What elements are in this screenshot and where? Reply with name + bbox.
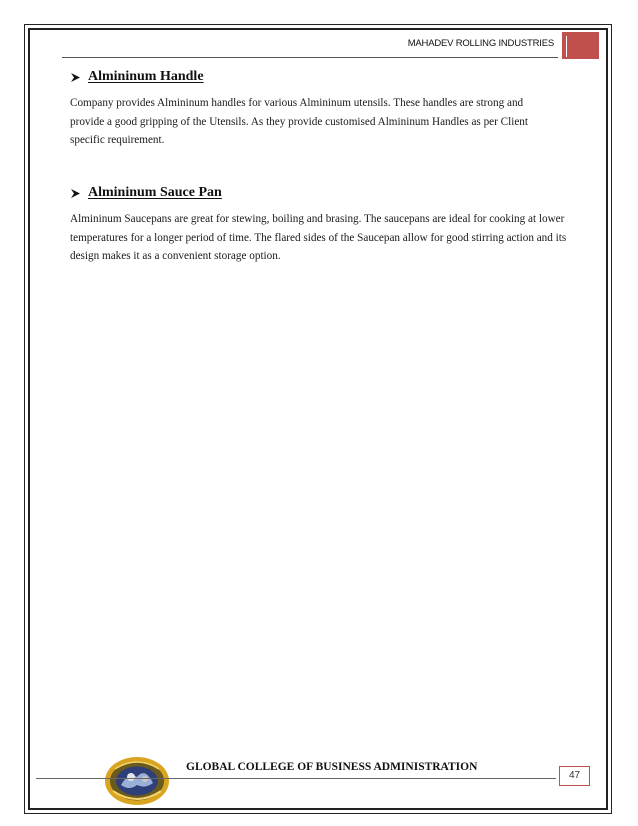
arrow-bullet-icon xyxy=(70,72,81,83)
footer-rule xyxy=(36,778,556,779)
section-aluminium-sauce-pan xyxy=(70,185,570,277)
section-body: Company provides Almininum handles for various Almininum utensils. These handles are strong and provide a good gripping of the Utensils. As they provide customised Almininum Handles as per Client specific requirement. xyxy=(70,97,529,146)
section-heading-text: Almininum Sauce Pan xyxy=(88,185,222,200)
section-heading-text: Almininum Handle xyxy=(88,69,204,84)
footer-college-name: GLOBAL COLLEGE OF BUSINESS ADMINISTRATION xyxy=(186,761,478,773)
section-body: Almininum Saucepans are great for stewing, boiling and brasing. The saucepans are ideal for cooking at lower temperatures for a longer period of time. The flared sides of the Saucepan allow for good stirring action and its design makes it as a convenient storage option. xyxy=(70,213,567,262)
college-emblem-icon xyxy=(103,755,171,807)
arrow-bullet-icon xyxy=(70,188,81,199)
header-rule xyxy=(62,57,558,58)
running-header: MAHADEV ROLLING INDUSTRIES xyxy=(407,38,554,49)
header-accent-block xyxy=(562,32,599,59)
section-heading xyxy=(70,185,570,201)
section-aluminium-handle xyxy=(70,69,550,161)
page-number: 47 xyxy=(559,766,590,786)
header-accent-divider xyxy=(566,36,567,57)
section-heading xyxy=(70,69,550,85)
